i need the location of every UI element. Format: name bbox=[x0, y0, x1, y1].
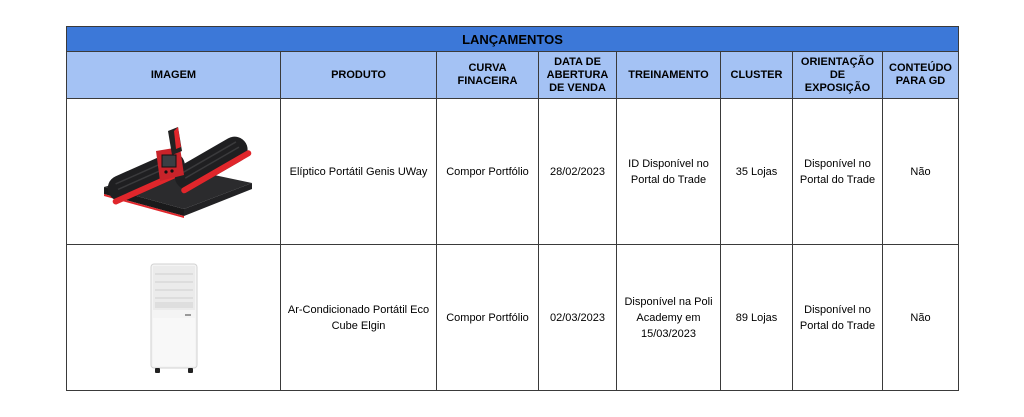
cell-cluster: 89 Lojas bbox=[721, 245, 793, 391]
cell-cluster: 35 Lojas bbox=[721, 99, 793, 245]
cell-orientacao: Disponível no Portal do Trade bbox=[793, 99, 883, 245]
product-image-cell bbox=[67, 99, 281, 245]
header-cluster: CLUSTER bbox=[721, 52, 793, 99]
header-produto: PRODUTO bbox=[281, 52, 437, 99]
cell-produto: Ar-Condicionado Portátil Eco Cube Elgin bbox=[281, 245, 437, 391]
cell-conteudo: Não bbox=[883, 99, 959, 245]
header-curva-financeira: CURVA FINACEIRA bbox=[437, 52, 539, 99]
table-row bbox=[67, 99, 959, 245]
product-image-cell bbox=[67, 245, 281, 391]
header-orientacao: ORIENTAÇÃO DE EXPOSIÇÃO bbox=[793, 52, 883, 99]
cell-conteudo: Não bbox=[883, 245, 959, 391]
cell-curva: Compor Portfólio bbox=[437, 245, 539, 391]
header-imagem: IMAGEM bbox=[67, 52, 281, 99]
cell-data-abertura: 02/03/2023 bbox=[539, 245, 617, 391]
cell-treinamento: Disponível na Poli Academy em 15/03/2023 bbox=[617, 245, 721, 391]
launches-table bbox=[66, 26, 959, 391]
elliptical-trainer-image bbox=[84, 117, 264, 227]
portable-air-conditioner-image bbox=[139, 258, 209, 378]
cell-orientacao: Disponível no Portal do Trade bbox=[793, 245, 883, 391]
table-title: LANÇAMENTOS bbox=[67, 27, 959, 52]
cell-data-abertura: 28/02/2023 bbox=[539, 99, 617, 245]
cell-curva: Compor Portfólio bbox=[437, 99, 539, 245]
header-data-abertura: DATA DE ABERTURA DE VENDA bbox=[539, 52, 617, 99]
table-row bbox=[67, 245, 959, 391]
cell-produto: Elíptico Portátil Genis UWay bbox=[281, 99, 437, 245]
header-treinamento: TREINAMENTO bbox=[617, 52, 721, 99]
cell-treinamento: ID Disponível no Portal do Trade bbox=[617, 99, 721, 245]
header-conteudo: CONTEÚDO PARA GD bbox=[883, 52, 959, 99]
